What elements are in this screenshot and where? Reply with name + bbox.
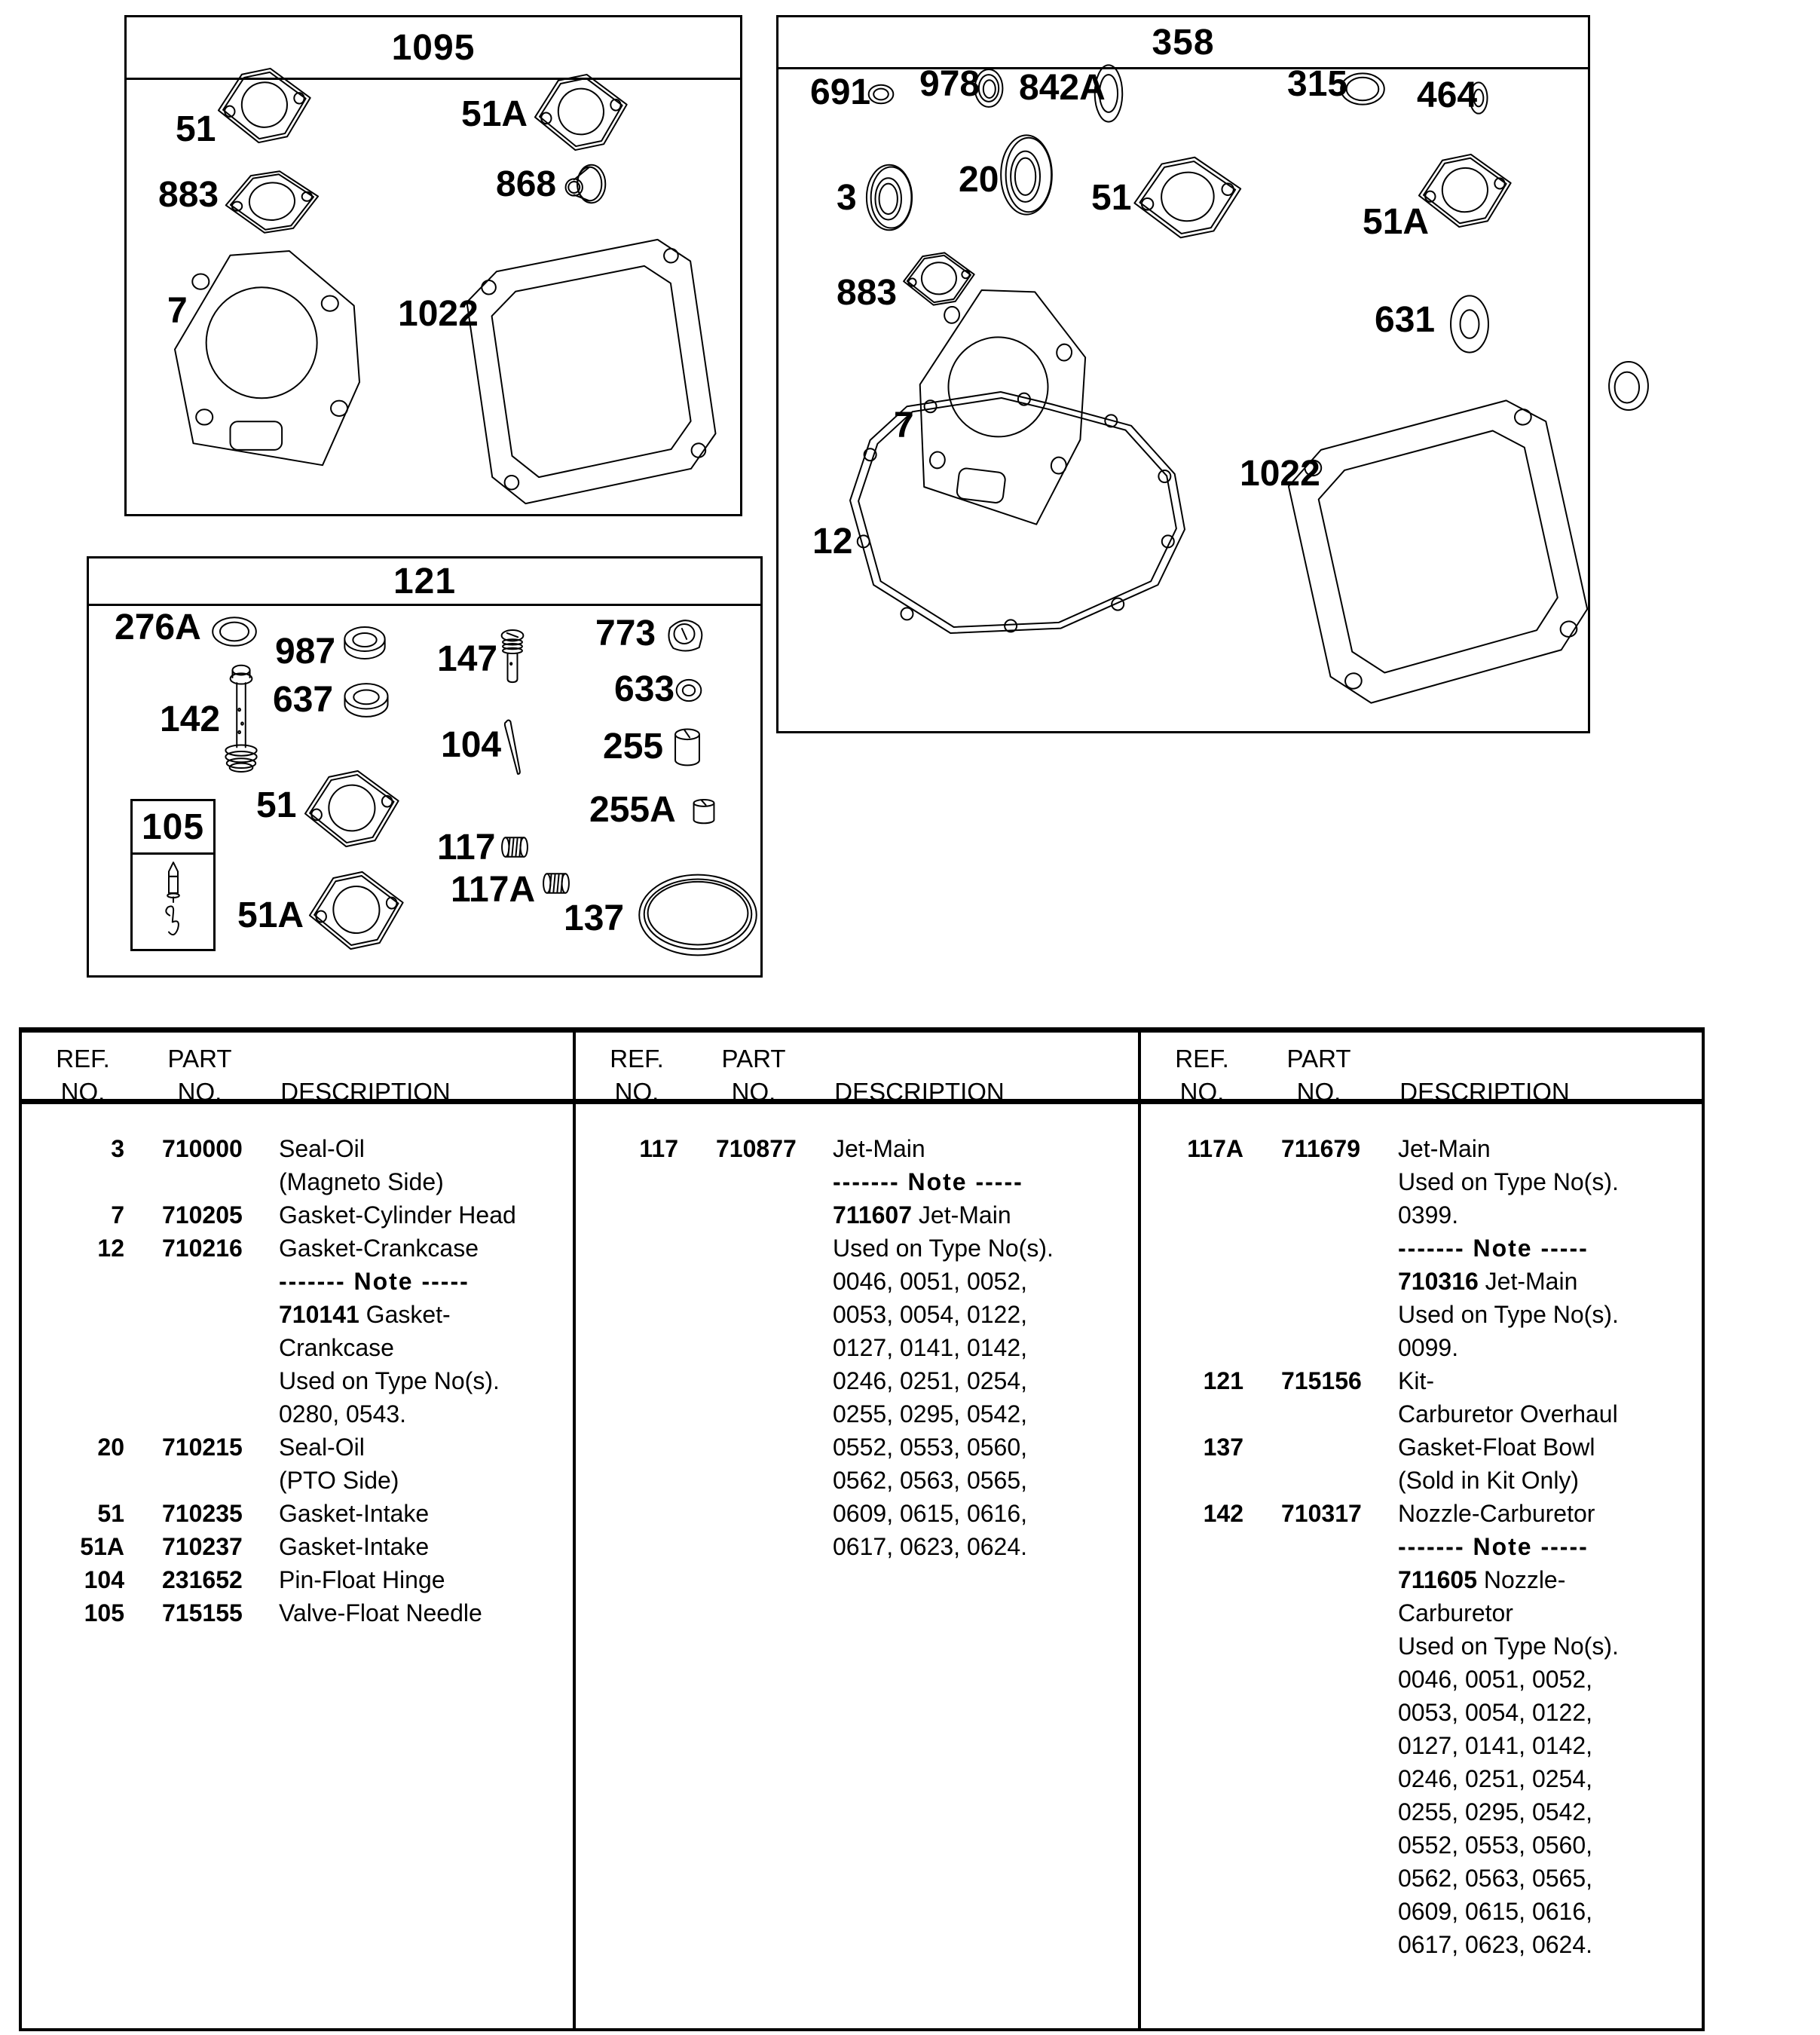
part-drawing-121-117 xyxy=(497,831,533,864)
part-no-cell: 710317 xyxy=(1281,1500,1362,1527)
part-drawing-358-20 xyxy=(995,128,1058,222)
table-header-ref-1: REF. xyxy=(610,1045,664,1073)
description-cell: Jet-Main xyxy=(1398,1135,1491,1162)
box-title: 358 xyxy=(1152,22,1215,63)
description-cell: Nozzle-Carburetor xyxy=(1398,1500,1595,1527)
part-label-121-142: 142 xyxy=(160,699,221,739)
part-label-121-255: 255 xyxy=(603,727,664,767)
description-cell: 0046, 0051, 0052, xyxy=(1398,1666,1593,1693)
part-label-121-104: 104 xyxy=(441,725,502,765)
part-no-cell: 231652 xyxy=(162,1566,243,1593)
part-drawing-121-255 xyxy=(668,724,706,772)
part-no-cell: 715155 xyxy=(162,1599,243,1626)
description-cell: Used on Type No(s). xyxy=(1398,1633,1619,1660)
ref-no-cell: 7 xyxy=(111,1201,124,1229)
table-header-ref-2: NO. xyxy=(1179,1078,1225,1106)
table-header-part-0: PART xyxy=(167,1045,232,1073)
part-label-121-276A: 276A xyxy=(115,607,201,647)
description-cell: 0609, 0615, 0616, xyxy=(1398,1898,1593,1925)
part-drawing-1095-1022 xyxy=(457,231,726,513)
table-header-desc-1: DESCRIPTION xyxy=(834,1078,1005,1106)
ref-no-cell: 51A xyxy=(80,1533,124,1560)
part-drawing-1095-868 xyxy=(557,158,613,210)
description-cell: Gasket-Intake xyxy=(279,1533,430,1560)
table-header-desc-2: DESCRIPTION xyxy=(1399,1078,1570,1106)
part-no-cell: 710215 xyxy=(162,1434,243,1461)
part-label-358-631: 631 xyxy=(1375,300,1436,340)
box-title: 105 xyxy=(141,806,205,847)
part-label-358-883: 883 xyxy=(837,273,898,313)
description-cell: Jet-Main xyxy=(833,1135,925,1162)
table-col-divider xyxy=(573,1027,576,2028)
part-drawing-121-633 xyxy=(671,675,706,706)
part-drawing-358-1022 xyxy=(1275,387,1602,715)
table-header-ref-0: REF. xyxy=(56,1045,110,1073)
part-no-cell: 710235 xyxy=(162,1500,243,1527)
description-cell: 0609, 0615, 0616, xyxy=(833,1500,1028,1527)
part-drawing-358-51 xyxy=(1123,148,1252,247)
part-label-121-255A: 255A xyxy=(589,790,676,830)
part-label-121-117A: 117A xyxy=(451,870,536,910)
part-drawing-358-631 xyxy=(1445,289,1494,359)
description-cell: Gasket-Cylinder Head xyxy=(279,1201,516,1229)
part-drawing-121-117A xyxy=(538,867,574,900)
description-cell: Carburetor Overhaul xyxy=(1398,1400,1618,1428)
description-cell: 0562, 0563, 0565, xyxy=(833,1467,1028,1494)
part-no-cell: 710877 xyxy=(716,1135,797,1162)
part-label-121-147: 147 xyxy=(437,639,498,679)
part-drawing-loose-ring2 xyxy=(1604,356,1653,416)
part-label-121-117: 117 xyxy=(437,828,496,868)
part-drawing-358-978 xyxy=(969,63,1008,113)
part-label-121-637: 637 xyxy=(273,680,334,720)
part-drawing-121-987 xyxy=(338,620,391,666)
box-title: 121 xyxy=(393,561,457,601)
box-title: 1095 xyxy=(391,27,476,68)
description-note-cell: ------- Note ----- xyxy=(1398,1235,1589,1262)
part-label-121-987: 987 xyxy=(275,632,336,672)
description-cell: Used on Type No(s). xyxy=(1398,1301,1619,1328)
ref-no-cell: 105 xyxy=(84,1599,124,1626)
part-no-cell: 710237 xyxy=(162,1533,243,1560)
description-cell: 0246, 0251, 0254, xyxy=(1398,1765,1593,1792)
part-drawing-121-142 xyxy=(219,660,264,776)
description-cell: Used on Type No(s). xyxy=(833,1235,1054,1262)
ref-no-cell: 117A xyxy=(1187,1135,1243,1162)
description-note-cell: ------- Note ----- xyxy=(833,1168,1023,1195)
part-drawing-121-104 xyxy=(494,715,528,780)
table-col-divider xyxy=(1138,1027,1141,2028)
part-label-358-20: 20 xyxy=(959,160,999,200)
description-cell: 0255, 0295, 0542, xyxy=(833,1400,1028,1428)
description-cell: 0552, 0553, 0560, xyxy=(1398,1831,1593,1859)
box-header-105 xyxy=(133,801,213,855)
description-cell: Used on Type No(s). xyxy=(1398,1168,1619,1195)
ref-no-cell: 142 xyxy=(1203,1500,1243,1527)
part-label-1095-7: 7 xyxy=(167,291,188,331)
part-drawing-121-276A xyxy=(207,612,262,651)
part-label-1095-868: 868 xyxy=(496,164,557,204)
description-cell: Kit- xyxy=(1398,1367,1434,1394)
part-drawing-358-315 xyxy=(1335,68,1390,110)
description-cell: Gasket-Intake xyxy=(279,1500,430,1527)
part-label-358-315: 315 xyxy=(1287,64,1348,104)
description-cell: 0053, 0054, 0122, xyxy=(1398,1699,1593,1726)
table-right-border xyxy=(1702,1027,1705,2031)
box-header-121 xyxy=(89,558,760,606)
table-header-ref-2: REF. xyxy=(1175,1045,1229,1073)
part-drawing-1095-883 xyxy=(217,164,327,240)
part-label-358-691: 691 xyxy=(810,72,871,112)
part-drawing-1095-51A xyxy=(525,66,638,159)
ref-no-cell: 104 xyxy=(84,1566,124,1593)
part-no-cell: 711679 xyxy=(1281,1135,1361,1162)
description-cell: 711607 Jet-Main xyxy=(833,1201,1011,1229)
description-cell: 0255, 0295, 0542, xyxy=(1398,1798,1593,1825)
part-no-cell: 715156 xyxy=(1281,1367,1362,1394)
part-label-121-137: 137 xyxy=(564,898,625,938)
description-cell: Seal-Oil xyxy=(279,1434,365,1461)
part-drawing-358-691 xyxy=(864,80,898,109)
table-header-part-0: NO. xyxy=(177,1078,222,1106)
part-drawing-358-464 xyxy=(1465,77,1492,119)
part-drawing-358-51A xyxy=(1409,145,1522,236)
part-drawing-121-773 xyxy=(660,614,708,660)
part-drawing-1095-7 xyxy=(170,246,364,474)
ref-no-cell: 20 xyxy=(97,1434,124,1461)
description-cell: 710141 Gasket- xyxy=(279,1301,451,1328)
part-label-1095-883: 883 xyxy=(158,175,219,215)
part-drawing-358-12 xyxy=(846,387,1189,638)
description-cell: Gasket-Float Bowl xyxy=(1398,1434,1595,1461)
part-no-cell: 710216 xyxy=(162,1235,243,1262)
description-cell: (PTO Side) xyxy=(279,1467,399,1494)
description-cell: 0562, 0563, 0565, xyxy=(1398,1865,1593,1892)
table-header-ref-0: NO. xyxy=(60,1078,106,1106)
description-note-cell: ------- Note ----- xyxy=(279,1268,470,1295)
description-cell: 710316 Jet-Main xyxy=(1398,1268,1578,1295)
part-label-121-633: 633 xyxy=(614,669,675,709)
part-label-358-842A: 842A xyxy=(1019,68,1106,108)
description-cell: Used on Type No(s). xyxy=(279,1367,500,1394)
description-cell: 0617, 0623, 0624. xyxy=(833,1533,1028,1560)
description-cell: 0053, 0054, 0122, xyxy=(833,1301,1028,1328)
ref-no-cell: 137 xyxy=(1203,1434,1243,1461)
description-cell: Carburetor xyxy=(1398,1599,1513,1626)
part-label-121-773: 773 xyxy=(595,614,656,653)
part-no-cell: 710205 xyxy=(162,1201,243,1229)
table-left-border xyxy=(19,1027,22,2031)
table-header-ref-1: NO. xyxy=(614,1078,659,1106)
description-cell: Pin-Float Hinge xyxy=(279,1566,445,1593)
part-label-358-51A: 51A xyxy=(1363,202,1430,242)
part-drawing-1095-51 xyxy=(208,60,322,151)
description-cell: Crankcase xyxy=(279,1334,394,1361)
table-header-part-1: NO. xyxy=(731,1078,776,1106)
part-label-1095-1022: 1022 xyxy=(398,294,479,334)
part-label-358-12: 12 xyxy=(812,522,853,562)
box-header-358 xyxy=(778,17,1588,69)
description-cell: 0127, 0141, 0142, xyxy=(1398,1732,1593,1759)
description-cell: 0552, 0553, 0560, xyxy=(833,1434,1028,1461)
part-drawing-358-842A xyxy=(1090,59,1127,128)
part-drawing-121-137 xyxy=(632,867,763,963)
part-label-358-7: 7 xyxy=(894,405,914,445)
description-cell: 0127, 0141, 0142, xyxy=(833,1334,1028,1361)
description-cell: Seal-Oil xyxy=(279,1135,365,1162)
description-cell: 711605 Nozzle- xyxy=(1398,1566,1566,1593)
ref-no-cell: 3 xyxy=(111,1135,124,1162)
description-cell: Valve-Float Needle xyxy=(279,1599,482,1626)
table-header-part-2: NO. xyxy=(1296,1078,1341,1106)
table-header-part-1: PART xyxy=(721,1045,786,1073)
description-cell: 0399. xyxy=(1398,1201,1459,1229)
part-label-121-51A: 51A xyxy=(237,895,304,935)
ref-no-cell: 121 xyxy=(1203,1367,1243,1394)
part-drawing-105-needle-clip xyxy=(146,856,200,948)
ref-no-cell: 51 xyxy=(97,1500,124,1527)
table-header-desc-0: DESCRIPTION xyxy=(280,1078,451,1106)
table-bottom-border xyxy=(19,2028,1705,2031)
part-label-358-464: 464 xyxy=(1417,75,1478,115)
part-drawing-121-147 xyxy=(494,626,531,689)
part-drawing-121-637 xyxy=(338,676,394,724)
part-label-358-3: 3 xyxy=(837,178,857,218)
description-cell: 0246, 0251, 0254, xyxy=(833,1367,1028,1394)
part-label-358-1022: 1022 xyxy=(1240,454,1320,494)
description-cell: 0617, 0623, 0624. xyxy=(1398,1931,1593,1958)
description-cell: 0280, 0543. xyxy=(279,1400,407,1428)
part-label-358-978: 978 xyxy=(919,64,980,104)
table-header-part-2: PART xyxy=(1286,1045,1351,1073)
part-no-cell: 710000 xyxy=(162,1135,243,1162)
part-label-1095-51: 51 xyxy=(176,109,216,149)
part-drawing-358-3 xyxy=(861,158,918,237)
ref-no-cell: 12 xyxy=(97,1235,124,1262)
part-drawing-121-51 xyxy=(295,762,410,855)
description-cell: Gasket-Crankcase xyxy=(279,1235,479,1262)
part-label-121-51: 51 xyxy=(256,785,297,825)
table-top-border xyxy=(19,1027,1705,1033)
description-cell: 0099. xyxy=(1398,1334,1459,1361)
description-cell: 0046, 0051, 0052, xyxy=(833,1268,1028,1295)
part-drawing-121-51A xyxy=(299,863,414,958)
part-label-1095-51A: 51A xyxy=(461,94,528,134)
description-note-cell: ------- Note ----- xyxy=(1398,1533,1589,1560)
part-label-358-51: 51 xyxy=(1091,178,1132,218)
description-cell: (Sold in Kit Only) xyxy=(1398,1467,1580,1494)
description-cell: (Magneto Side) xyxy=(279,1168,444,1195)
part-drawing-121-255A xyxy=(687,794,720,829)
ref-no-cell: 117 xyxy=(639,1135,678,1162)
